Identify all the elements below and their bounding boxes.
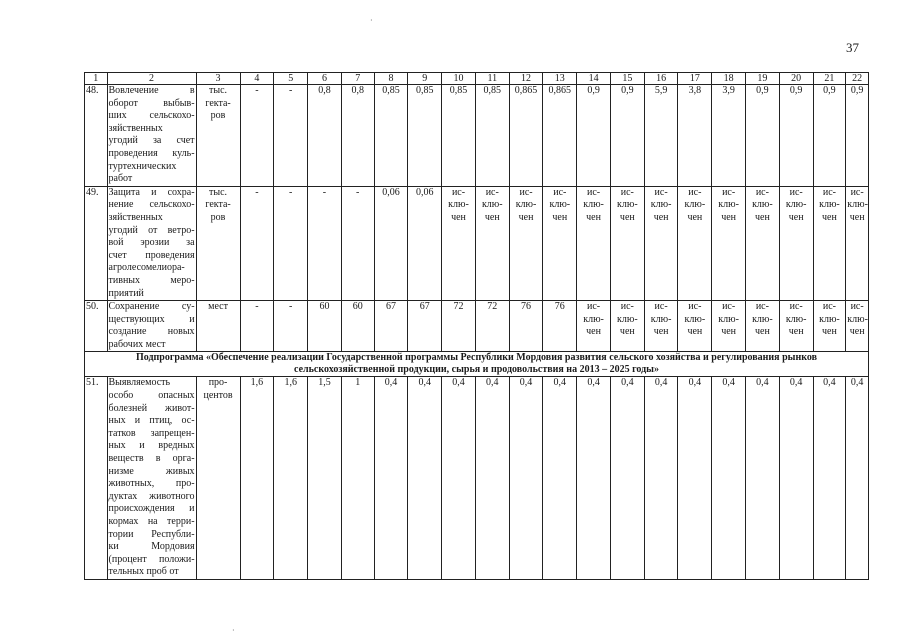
- value-cell: 0,9: [577, 85, 611, 187]
- value-part: чен: [518, 211, 534, 223]
- value-cell: -: [308, 186, 342, 300]
- value-part: ис-: [620, 301, 634, 313]
- header-cell: 3: [196, 73, 240, 85]
- value-part: ис-: [850, 301, 864, 313]
- header-cell: 18: [712, 73, 746, 85]
- header-cell: 6: [308, 73, 342, 85]
- value-cell: 3,9: [712, 85, 746, 187]
- row-number: 51.: [85, 377, 108, 580]
- value-cell: 67: [374, 301, 408, 352]
- indicator-name-line: особо опасных: [108, 390, 195, 402]
- value-cell: 0,85: [408, 85, 442, 187]
- value-part: клю-: [847, 313, 868, 325]
- header-cell: 2: [107, 73, 196, 85]
- value-cell: 60: [341, 301, 374, 352]
- value-part: ис-: [519, 186, 533, 198]
- value-part: ис-: [485, 186, 499, 198]
- value-cell: -: [274, 85, 308, 187]
- indicator-name-line: нение сельскохо-: [108, 199, 195, 211]
- value-cell: 1,6: [274, 377, 308, 580]
- indicator-name: [107, 186, 196, 300]
- scan-mark: ·: [370, 16, 373, 25]
- value-cell: [746, 186, 780, 300]
- indicator-name-line: ных и птиц, ос-: [108, 415, 195, 427]
- value-part: клю-: [684, 199, 706, 211]
- value-cell: 1: [341, 377, 374, 580]
- value-part: клю-: [718, 313, 739, 325]
- value-part: чен: [653, 211, 669, 223]
- value-part: чен: [552, 211, 568, 223]
- indicator-name-line: (процент положи-: [108, 553, 195, 565]
- value-part: ис-: [587, 186, 601, 198]
- indicator-name-line: счет проведения: [108, 249, 195, 261]
- value-cell: -: [274, 301, 308, 352]
- header-cell: 4: [240, 73, 274, 85]
- value-cell: [712, 301, 746, 352]
- indicator-name-line: туртехнических: [108, 160, 177, 172]
- table-row: [85, 186, 869, 300]
- value-cell: -: [274, 186, 308, 300]
- indicator-name-line: Вовлечение в: [108, 85, 195, 96]
- indicator-name-line: происхождения и: [108, 503, 195, 515]
- header-cell: 1: [85, 73, 108, 85]
- value-cell: 1,5: [308, 377, 342, 580]
- value-part: чен: [788, 211, 804, 223]
- value-part: клю-: [650, 313, 672, 325]
- indicator-name-line: Защита и сохра-: [108, 186, 195, 198]
- indicator-name-line: работ: [108, 173, 133, 185]
- value-cell: 0,9: [779, 85, 813, 187]
- value-cell: 0,865: [509, 85, 543, 187]
- unit-line: центов: [203, 390, 233, 402]
- scan-mark: ·: [232, 626, 235, 635]
- value-part: чен: [721, 326, 737, 338]
- value-cell: 0,85: [475, 85, 509, 187]
- value-part: ис-: [755, 186, 769, 198]
- indicator-name-line: низме живых: [108, 465, 195, 477]
- value-part: чен: [484, 211, 500, 223]
- header-cell: 13: [543, 73, 577, 85]
- value-part: клю-: [650, 199, 672, 211]
- indicator-name-line: зяйственных: [108, 211, 163, 223]
- header-cell: 11: [475, 73, 509, 85]
- value-cell: 0,4: [712, 377, 746, 580]
- indicator-name-line: ших сельскохо-: [108, 110, 195, 122]
- value-cell: 72: [442, 301, 476, 352]
- unit-line: тыс.: [209, 186, 228, 198]
- indicator-name-line: тивных меро-: [108, 274, 195, 286]
- value-cell: 60: [308, 301, 342, 352]
- value-part: ис-: [451, 186, 466, 198]
- value-cell: 0,4: [543, 377, 577, 580]
- value-part: клю-: [583, 199, 604, 211]
- value-part: ис-: [822, 186, 836, 198]
- value-part: чен: [687, 211, 703, 223]
- value-part: ис-: [722, 301, 736, 313]
- value-part: чен: [754, 211, 770, 223]
- value-cell: 0,4: [779, 377, 813, 580]
- table-row: [85, 85, 869, 187]
- indicator-name: [107, 85, 196, 187]
- value-cell: 0,4: [678, 377, 712, 580]
- value-part: чен: [788, 326, 804, 338]
- value-part: клю-: [549, 199, 571, 211]
- value-cell: 0,865: [543, 85, 577, 187]
- value-cell: [644, 301, 678, 352]
- unit-line: гекта-: [205, 199, 231, 211]
- table-row: [85, 301, 869, 352]
- value-part: ис-: [789, 186, 803, 198]
- value-cell: [543, 186, 577, 300]
- value-cell: 0,06: [374, 186, 408, 300]
- value-cell: [475, 186, 509, 300]
- value-cell: [813, 301, 846, 352]
- header-cell: 14: [577, 73, 611, 85]
- value-cell: 5,9: [644, 85, 678, 187]
- unit-line: ров: [210, 110, 226, 122]
- value-cell: 0,4: [442, 377, 476, 580]
- indicator-name-line: ных и вредных: [108, 440, 195, 452]
- value-part: чен: [849, 211, 865, 223]
- indicator-name-line: дуктах животного: [108, 490, 195, 502]
- value-cell: 0,4: [644, 377, 678, 580]
- value-part: ис-: [688, 186, 702, 198]
- header-cell: 15: [610, 73, 644, 85]
- value-part: чен: [687, 326, 703, 338]
- indicator-name-line: животных, про-: [108, 478, 195, 490]
- header-cell: 12: [509, 73, 543, 85]
- value-cell: [846, 186, 869, 300]
- indicator-name-line: Сохранение су-: [108, 301, 195, 313]
- indicator-name-line: тории Республи-: [108, 528, 195, 540]
- value-cell: 67: [408, 301, 442, 352]
- indicator-name-line: проведения куль-: [108, 147, 195, 159]
- header-row: [85, 73, 869, 85]
- value-cell: 0,4: [475, 377, 509, 580]
- value-cell: -: [240, 85, 274, 187]
- value-cell: 0,4: [577, 377, 611, 580]
- value-part: ис-: [789, 301, 803, 313]
- value-part: клю-: [718, 199, 739, 211]
- indicator-name-line: веществ в орга-: [108, 453, 195, 465]
- value-part: чен: [653, 326, 669, 338]
- indicator-name-line: ки Мордовия: [108, 541, 195, 553]
- unit-line: гекта-: [205, 97, 231, 109]
- header-cell: 5: [274, 73, 308, 85]
- unit-line: про-: [208, 377, 228, 389]
- value-cell: 0,8: [308, 85, 342, 187]
- unit-cell: [196, 301, 240, 352]
- value-cell: [678, 186, 712, 300]
- value-part: клю-: [617, 313, 638, 325]
- value-cell: -: [240, 186, 274, 300]
- indicator-name-line: болезней живот-: [108, 402, 195, 414]
- header-cell: 10: [442, 73, 476, 85]
- table-row: [85, 377, 869, 580]
- indicator-name-line: кормах на терри-: [108, 516, 195, 527]
- value-cell: -: [341, 186, 374, 300]
- value-part: чен: [822, 326, 837, 338]
- value-cell: 0,4: [846, 377, 869, 580]
- header-cell: 21: [813, 73, 846, 85]
- value-cell: 0,4: [813, 377, 846, 580]
- value-cell: 0,9: [610, 85, 644, 187]
- value-cell: [610, 186, 644, 300]
- unit-line: мест: [208, 301, 228, 313]
- value-part: клю-: [515, 199, 537, 211]
- indicator-name-line: создание новых: [108, 326, 195, 338]
- value-cell: 0,9: [746, 85, 780, 187]
- value-cell: 0,4: [509, 377, 543, 580]
- value-cell: 0,85: [374, 85, 408, 187]
- indicator-name-line: тельных проб от: [108, 566, 179, 578]
- value-cell: 0,8: [341, 85, 374, 187]
- value-cell: 1,6: [240, 377, 274, 580]
- value-part: клю-: [819, 199, 840, 211]
- unit-line: тыс.: [209, 85, 228, 96]
- value-part: клю-: [752, 313, 773, 325]
- indicators-table: [84, 72, 869, 580]
- value-part: клю-: [752, 199, 773, 211]
- header-cell: 7: [341, 73, 374, 85]
- value-part: клю-: [448, 199, 469, 211]
- indicator-name-line: вой эрозии за: [108, 237, 195, 249]
- indicator-name: [107, 301, 196, 352]
- unit-cell: [196, 377, 240, 580]
- value-part: ис-: [620, 186, 634, 198]
- value-cell: 0,9: [813, 85, 846, 187]
- value-cell: [746, 301, 780, 352]
- header-cell: 20: [779, 73, 813, 85]
- indicator-name: [107, 377, 196, 580]
- value-cell: 0,4: [408, 377, 442, 580]
- value-part: ис-: [688, 301, 702, 313]
- value-part: клю-: [785, 313, 807, 325]
- value-cell: 3,8: [678, 85, 712, 187]
- value-part: чен: [586, 326, 601, 338]
- value-cell: [846, 301, 869, 352]
- header-cell: 19: [746, 73, 780, 85]
- value-part: чен: [619, 326, 635, 338]
- value-part: чен: [822, 211, 837, 223]
- indicator-name-line: приятий: [108, 287, 144, 299]
- row-number: 48.: [85, 85, 108, 187]
- value-part: клю-: [684, 313, 706, 325]
- value-part: ис-: [654, 301, 668, 313]
- value-cell: 76: [543, 301, 577, 352]
- indicator-name-line: угодий за счет: [108, 135, 195, 147]
- value-part: чен: [586, 211, 601, 223]
- page-number: 37: [846, 40, 859, 55]
- indicator-name-line: Выявляемость: [108, 377, 171, 389]
- value-part: ис-: [822, 301, 836, 313]
- value-cell: [610, 301, 644, 352]
- subprogram-line: Подпрограмма «Обеспечение реализации Государственной программы Республики Мордовия развития сельского хозяйства и регулирования рынков: [135, 352, 818, 364]
- value-cell: 0,9: [846, 85, 869, 187]
- value-part: чен: [619, 211, 635, 223]
- value-part: чен: [754, 326, 770, 338]
- value-part: ис-: [755, 301, 769, 313]
- value-part: ис-: [553, 186, 567, 198]
- unit-line: ров: [210, 211, 226, 223]
- indicator-name-line: татков запрещен-: [108, 427, 195, 439]
- value-cell: 0,4: [374, 377, 408, 580]
- indicator-name-line: ществующих и: [108, 313, 195, 325]
- value-cell: [779, 301, 813, 352]
- subprogram-title: [85, 352, 869, 377]
- value-cell: -: [240, 301, 274, 352]
- row-number: 50.: [85, 301, 108, 352]
- value-cell: [678, 301, 712, 352]
- indicator-name-line: оборот выбыв-: [108, 97, 195, 109]
- value-cell: 0,4: [746, 377, 780, 580]
- value-part: клю-: [785, 199, 807, 211]
- value-part: клю-: [617, 199, 638, 211]
- value-part: чен: [849, 326, 865, 338]
- value-part: ис-: [654, 186, 668, 198]
- value-part: ис-: [850, 186, 864, 198]
- value-part: ис-: [587, 301, 601, 313]
- value-part: чен: [721, 211, 737, 223]
- value-cell: 76: [509, 301, 543, 352]
- value-cell: 0,06: [408, 186, 442, 300]
- value-cell: [577, 186, 611, 300]
- header-cell: 9: [408, 73, 442, 85]
- value-part: клю-: [583, 313, 604, 325]
- value-cell: 0,85: [442, 85, 476, 187]
- unit-cell: [196, 186, 240, 300]
- value-cell: 72: [475, 301, 509, 352]
- value-cell: [712, 186, 746, 300]
- header-cell: 22: [846, 73, 869, 85]
- subprogram-line: сельскохозяйственной продукции, сырья и продовольствия на 2013 – 2025 годы»: [294, 364, 659, 376]
- value-cell: [813, 186, 846, 300]
- value-part: клю-: [819, 313, 840, 325]
- indicator-name-line: угодий от ветро-: [108, 224, 195, 236]
- value-part: клю-: [481, 199, 503, 211]
- subprogram-row: [85, 352, 869, 377]
- indicator-name-line: зяйственных: [108, 122, 163, 134]
- header-cell: 17: [678, 73, 712, 85]
- value-cell: [644, 186, 678, 300]
- value-cell: 0,4: [610, 377, 644, 580]
- header-cell: 16: [644, 73, 678, 85]
- value-cell: [442, 186, 476, 300]
- indicator-name-line: агролесомелиора-: [108, 262, 185, 274]
- header-cell: 8: [374, 73, 408, 85]
- indicator-name-line: рабочих мест: [108, 338, 166, 350]
- unit-cell: [196, 85, 240, 187]
- row-number: 49.: [85, 186, 108, 300]
- value-cell: [577, 301, 611, 352]
- value-cell: [779, 186, 813, 300]
- value-cell: [509, 186, 543, 300]
- value-part: ис-: [722, 186, 736, 198]
- value-part: чен: [451, 211, 466, 223]
- value-part: клю-: [847, 199, 868, 211]
